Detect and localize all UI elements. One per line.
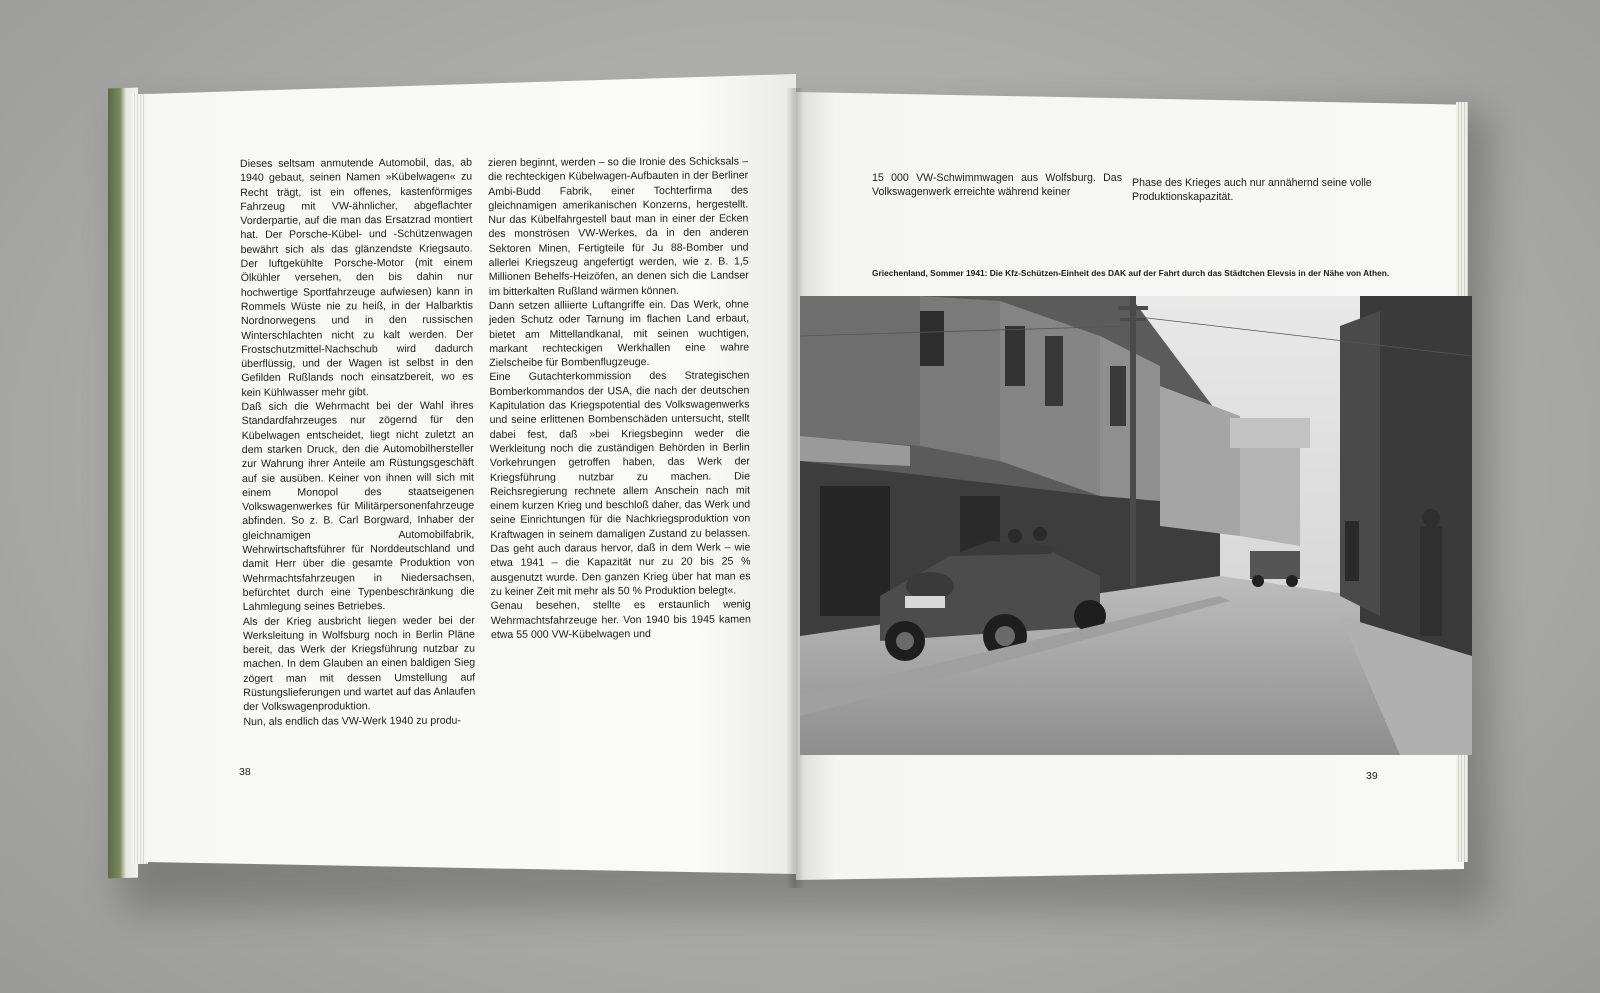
page-number-left: 38 [239,766,251,778]
right-page-column-1: 15 000 VW-Schwimmwagen aus Wolfsburg. Das Volkswagenwerk erreichte während keiner [872,172,1122,199]
photo-caption: Griechenland, Sommer 1941: Die Kfz-Schützen-Einheit des DAK auf der Fahrt durch das Städtchen Elevsis in der Nähe von Athen. [872,268,1390,278]
page-stack-left [132,94,148,864]
right-page-column-2: Phase des Krieges auch nur annähernd seine volle Produktionskapazität. [1132,177,1372,204]
paragraph: zieren beginnt, werden – so die Ironie des Schicksals – die rechteckigen Kübelwagen-Aufbauten in der Berliner Ambi-Budd Fabrik, einer Tochterfirma des gleichnamigen amerikanischen Konzerns, hergestellt. Nur das Kübelfahrgestell baut man in einer der Ecken des monströsen VW-Werkes, da in den anderen Sektoren Minen, Fertigteile für Ju 88-Bomber und allerlei Kriegszeug angefertigt werden, wie z. B. 1,5 Millionen Behelfs-Heizöfen, an denen sich die Landser im bitterkalten Rußland wärmen können. [488,155,749,298]
left-page-column-2 [488,154,751,642]
paragraph: Nun, als endlich das VW-Werk 1940 zu produ- [243,714,461,728]
paragraph: Dann setzen alliierte Luftangriffe ein. Das Werk, ohne jeden Schutz oder Tarnung im flachen Land erbaut, bietet am Mittellandkanal, mit seinen wuchtigen, markant rechteckigen Werkhallen eine wahre Zielscheibe für Bombenflugzeuge. [488,298,750,370]
paragraph: Als der Krieg ausbricht liegen weder bei der Werksleitung in Wolfsburg noch in Berlin Pläne bereit, das Werk der Kriegsführung nutzbar zu machen. In dem Glauben an einen baldigen Sieg zögert man mit dessen Umstellung auf Rüstungslieferungen und wartet auf das Anlaufen der Volkswagenproduktion. [242,614,476,714]
street-photo-illustration [800,296,1472,755]
paragraph: Genau besehen, stellte es erstaunlich wenig Wehrmachtsfahrzeuge her. Von 1940 bis 1945 kamen etwa 55 000 VW-Kübelwagen und [490,598,751,641]
paragraph: Daß sich die Wehrmacht bei der Wahl ihres Standardfahrzeuges nur zögernd für den Kübelwagen entscheidet, liegt nicht zuletzt an dem starken Druck, den die Automobilhersteller zur Wahrung ihrer Anteile am Rüstungsgeschäft auf sie ausüben. Keiner von ihnen will sich mit einem Monopol des staatseigenen Volkswagenwerkes für Militärpersonenfahrzeuge abfinden. So z. B. Carl Borgward, Inhaber der gleichnamigen Automobilfabrik, Wehrwirtschaftsführer für Norddeutschland und damit Herr über die gesamte Produktion von Wehrmachtsfahrzeugen in Niedersachsen, befürchtet durch eine Typenbeschränkung die Lahmlegung seines Betriebes. [241,399,475,614]
page-number-right: 39 [1366,770,1378,782]
street-photo [800,296,1472,755]
left-page-column-1 [240,156,475,729]
paragraph: Dieses seltsam anmutende Automobil, das, ab 1940 gebaut, seinen Namen »Kübelwagen« zu Recht trägt, ist ein offenes, kastenförmiges Fahrzeug mit VW-ähnlicher, abgeflachter Vorderpartie, auf die man das Ersatzrad montiert hat. Der Porsche-Kübel- und -Schützenwagen bewährt sich als das glänzendste Kriegsauto. Der luftgekühlte Porsche-Motor (mit einem Ölkühler versehen, den bis dahin nur hochwertige Sportfahrzeuge aufwiesen) kann in Rommels Wüste nie zu heiß, in der Halbarktis Nordnorwegens und in den russischen Winterschlachten nicht zu kalt werden. Der Frostschutzmittel-Nachschub wird dadurch überflüssig, und der Wagen ist selbst in den Gefilden Rußlands noch einsatzbereit, wo es kein Kühlwasser mehr gibt. [240,156,474,399]
paragraph: Eine Gutachterkommission des Strategischen Bomberkommandos der USA, die nach der deutschen Kapitulation das Kriegspotential des Volkswagenwerks und seine erlittenen Bombenschäden untersucht, stellt dabei fest, daß »bei Kriegsbeginn weder die Werkleitung noch die zuständigen Behörden in Berlin Vorkehrungen getroffen haben, das Werk der Kriegsführung nutzbar zu machen. Die Reichsregierung rechnete allem Anschein nach mit einem kurzen Krieg und beschloß daher, das Werk und seine Einrichtungen für die Nachkriegsproduktion von Kraftwagen in seinem damaligen Zustand zu belassen. Das geht auch daraus hervor, daß in dem Werk – wie etwa 1941 – die Kapazität nur zu 20 bis 25 % ausgenutzt wurde. Den ganzen Krieg über hat man es zu keiner Zeit mit mehr als 50 % Produktion belegt«. [489,369,751,598]
